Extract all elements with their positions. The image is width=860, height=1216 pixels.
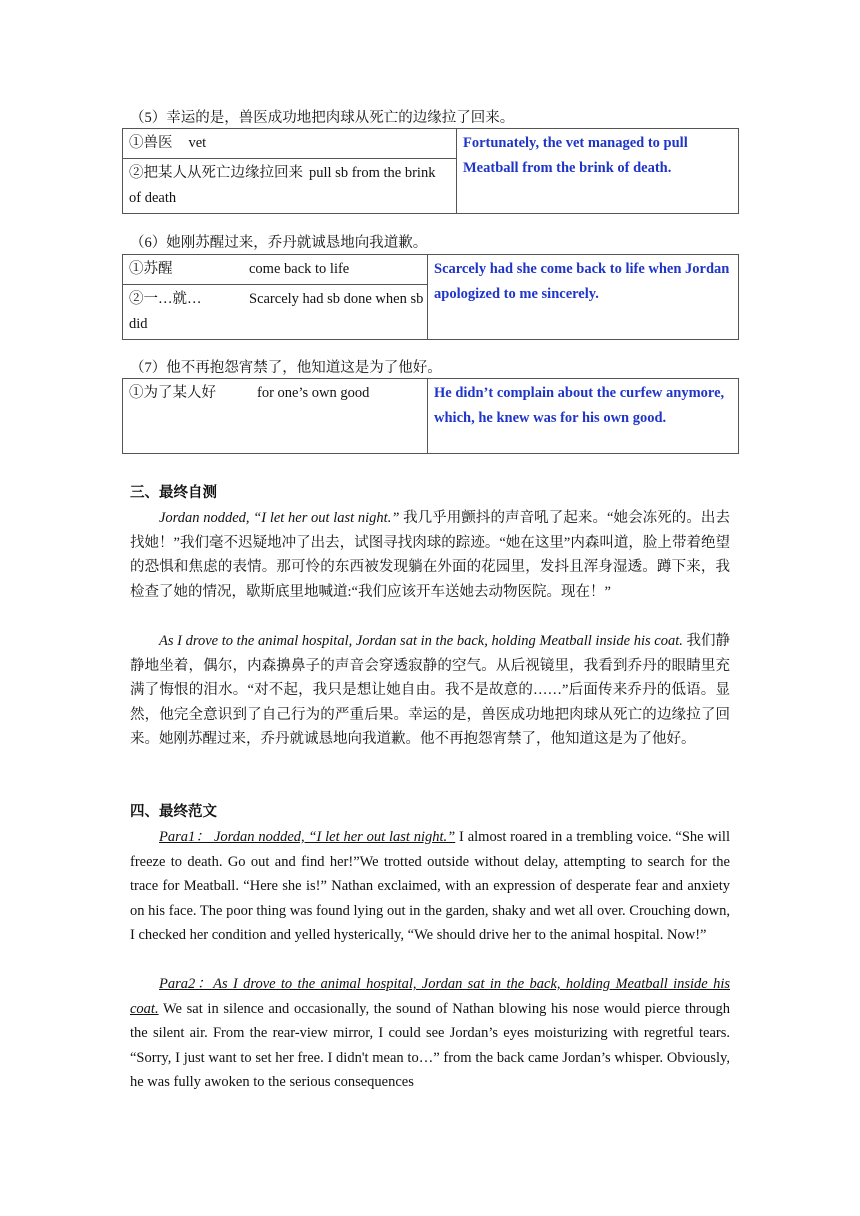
sentence-7-heading: （7）他不再抱怨宵禁了，他知道这是为了他好。 [130, 360, 442, 376]
vocab-en: vet [188, 135, 207, 151]
vocab-cell [123, 159, 457, 214]
sentence-7-table [122, 378, 739, 454]
answer-cell: Fortunately, the vet managed to pull Meatball from the brink of death. [457, 129, 739, 214]
paragraph-lead: Jordan nodded, “I let her out last night.” [159, 510, 400, 526]
section-3-paragraph-1 [130, 506, 730, 604]
paragraph-text: I almost roared in a trembling voice. “She will freeze to death. Go out and find her!”We trotted outside without delay, attempting to search for the trace for Meatball. “Here she is!” Nathan exclaimed, with an expression of desperate fear and anxiety on his face. The poor thing was found lying out in the garden, shaky and wet all over. Crouching down, I checked her condition and yelled hysterically, “We should drive her to the animal hospital. Now!” [130, 829, 730, 944]
sentence-6-table [122, 254, 739, 340]
vocab-cell [123, 285, 428, 340]
section-3-paragraph-2 [130, 629, 730, 752]
section-3-title: 三、最终自测 [130, 485, 217, 501]
vocab-cell [123, 255, 428, 285]
vocab-cell [123, 379, 428, 454]
paragraph-text: We sat in silence and occasionally, the sound of Nathan blowing his nose would pierce through the silent air. From the rear-view mirror, I could see Jordan’s eyes moisturizing with regretful tears. “Sorry, I just want to set her free. I didn't mean to…” from the back came Jordan’s whisper. Obviously, he was fully awoken to the serious consequences [130, 1000, 730, 1091]
table-row [123, 255, 739, 285]
answer-cell: Scarcely had she come back to life when Jordan apologized to me sincerely. [428, 255, 739, 340]
vocab-en: come back to life [249, 261, 350, 277]
paragraph-lead: As I drove to the animal hospital, Jordan sat in the back, holding Meatball inside his coat. [159, 633, 683, 649]
paragraph-text: 我们静静地坐着，偶尔，内森擤鼻子的声音会穿透寂静的空气。从后视镜里，我看到乔丹的眼睛里充满了悔恨的泪水。“对不起，我只是想让她自由。我不是故意的……”后面传来乔丹的低语。显然，他完全意识到了自己行为的严重后果。幸运的是，兽医成功地把肉球从死亡的边缘拉了回来。她刚苏醒过来，乔丹就诚恳地向我道歉。他不再抱怨宵禁了，他知道这是为了他好。 [130, 633, 730, 748]
sentence-5-heading: （5）幸运的是，兽医成功地把肉球从死亡的边缘拉了回来。 [130, 110, 515, 126]
section-4-paragraph-2 [130, 972, 730, 1095]
sentence-5-table [122, 128, 739, 214]
vocab-cell [123, 129, 457, 159]
answer-cell: He didn’t complain about the curfew anymore, which, he knew was for his own good. [428, 379, 739, 454]
paragraph-text: 我几乎用颤抖的声音吼了起来。“她会冻死的。出去找她！”我们毫不迟疑地冲了出去，试图寻找肉球的踪迹。“她在这里”内森叫道，脸上带着绝望的恐惧和焦虑的表情。那可怜的东西被发现躺在外面的花园里，发抖且浑身湿透。蹲下来，我检查了她的情况，歇斯底里地喊道:“我们应该开车送她去动物医院。现在！” [130, 510, 730, 600]
sentence-6-heading: （6）她刚苏醒过来，乔丹就诚恳地向我道歉。 [130, 235, 428, 251]
vocab-cn: ②把某人从死亡边缘拉回来 [129, 165, 303, 181]
paragraph-lead: Para1： Jordan nodded, “I let her out last night.” [159, 829, 456, 845]
section-4-title: 四、最终范文 [130, 804, 217, 820]
vocab-en: for one’s own good [257, 385, 370, 401]
table-row [123, 379, 739, 454]
vocab-cn: ①为了某人好 [129, 385, 216, 401]
vocab-cn: ②一…就… [129, 291, 202, 307]
section-4-paragraph-1 [130, 825, 730, 948]
vocab-cn: ①兽医 [129, 135, 173, 151]
table-row [123, 129, 739, 159]
vocab-en: Scarcely had sb done when sb did [129, 291, 424, 332]
vocab-cn: ①苏醒 [129, 261, 173, 277]
vocab-en: pull sb from the brink of death [129, 165, 436, 206]
paragraph-lead: Para2：As I drove to the animal hospital, Jordan sat in the back, holding Meatball inside his coat. [130, 976, 730, 1017]
